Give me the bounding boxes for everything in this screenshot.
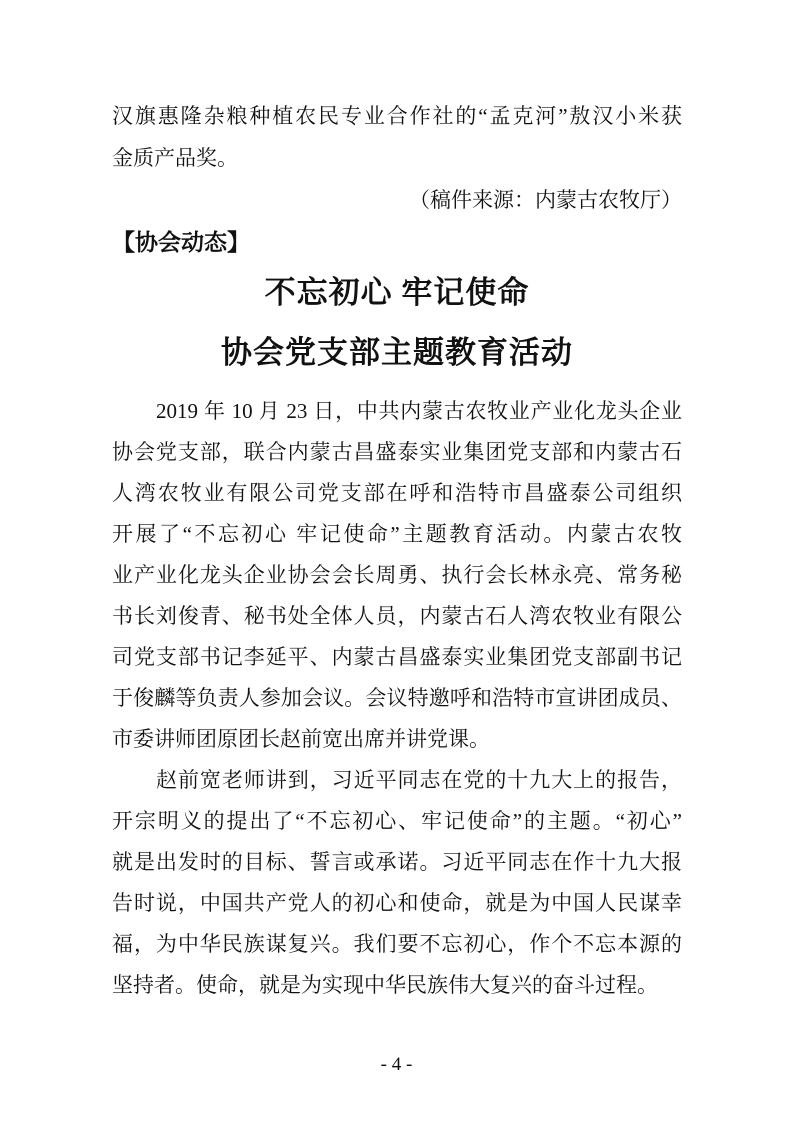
text-line: 福，为中华民族谋复兴。我们要不忘初心，作个不忘本源的	[112, 932, 682, 956]
text-line: 业产业化龙头企业协会会长周勇、执行会长林永亮、常务秘	[112, 563, 682, 587]
body-paragraph	[112, 391, 682, 760]
text-line: 于俊麟等负责人参加会议。会议特邀呼和浩特市宣讲团成员、	[112, 686, 682, 710]
text-line: 开宗明义的提出了“不忘初心、牢记使命”的主题。“初心”	[112, 809, 682, 833]
section-heading: 【协会动态】	[112, 229, 250, 255]
continuation-paragraph	[112, 95, 682, 179]
text-line: 司党支部书记李延平、内蒙古昌盛泰实业集团党支部副书记	[112, 645, 682, 669]
text-line: 就是出发时的目标、誓言或承诺。习近平同志在作十九大报	[112, 850, 682, 874]
text-line: 汉旗惠隆杂粮种植农民专业合作社的“孟克河”敖汉小米获	[112, 104, 682, 128]
source-attribution: （稿件来源：内蒙古农牧厅）	[409, 188, 682, 212]
text-line: 坚持者。使命，就是为实现中华民族伟大复兴的奋斗过程。	[112, 973, 658, 997]
text-line: 书长刘俊青、秘书处全体人员，内蒙古石人湾农牧业有限公	[112, 604, 682, 628]
body-paragraph	[112, 760, 682, 1006]
text-line: 市委讲师团原团长赵前宽出席并讲党课。	[112, 727, 490, 751]
text-line: 金质产品奖。	[112, 146, 238, 170]
article-title	[112, 263, 682, 383]
page-content	[0, 95, 793, 1006]
text-line: 协会党支部，联合内蒙古昌盛泰实业集团党支部和内蒙古石	[112, 440, 682, 464]
text-line: 赵前宽老师讲到，习近平同志在党的十九大上的报告，	[156, 768, 682, 792]
text-line: 2019 年 10 月 23 日，中共内蒙古农牧业产业化龙头企业	[156, 399, 682, 423]
text-line: 人湾农牧业有限公司党支部在呼和浩特市昌盛泰公司组织	[112, 481, 682, 505]
text-line: 开展了“不忘初心 牢记使命”主题教育活动。内蒙古农牧	[112, 522, 682, 546]
text-line: 告时说，中国共产党人的初心和使命，就是为中国人民谋幸	[112, 891, 682, 915]
page-number: - 4 -	[380, 1054, 413, 1075]
article-title-line-1: 不忘初心 牢记使命	[264, 275, 530, 310]
article-body	[112, 391, 682, 1006]
article-title-line-2: 协会党支部主题教育活动	[221, 335, 573, 370]
